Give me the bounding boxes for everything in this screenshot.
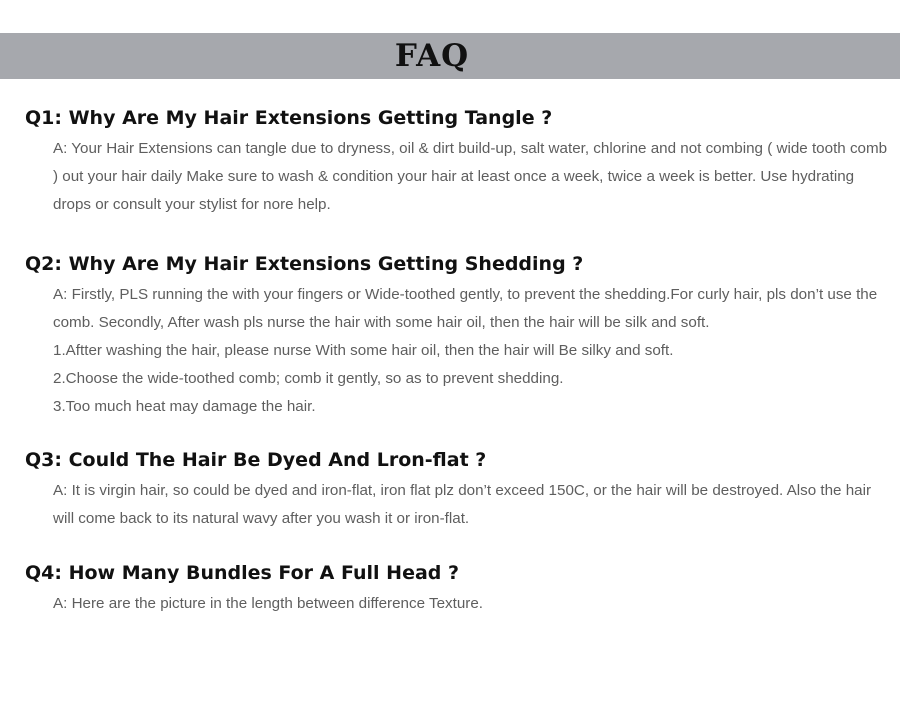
answer-tip-1: 1.Aftter washing the hair, please nurse With some hair oil, then the hair will Be silky and soft. — [53, 341, 674, 359]
faq-question: Q3: Could The Hair Be Dyed And Lron-flat ? — [25, 449, 487, 472]
faq-item-q2 — [25, 250, 893, 420]
faq-question: Q4: How Many Bundles For A Full Head ? — [25, 561, 460, 584]
faq-answer — [53, 281, 893, 420]
answer-paragraph: A: Firstly, PLS running the with your fingers or Wide-toothed gently, to prevent the shedding.For curly hair, pls don’t use the comb. Secondly, After wash pls nurse the hair with some hair oil, then the hair will be silk and soft. — [53, 286, 878, 332]
faq-question: Q1: Why Are My Hair Extensions Getting Tangle ? — [25, 107, 553, 129]
answer-tip-3: 3.Too much heat may damage the hair. — [53, 397, 316, 415]
faq-item-q3 — [25, 446, 893, 533]
faq-item-q1 — [25, 104, 893, 218]
faq-list — [25, 104, 893, 618]
faq-answer — [53, 590, 893, 618]
faq-answer — [53, 477, 893, 533]
faq-answer — [53, 135, 893, 218]
answer-tip-2: 2.Choose the wide-toothed comb; comb it gently, so as to prevent shedding. — [53, 369, 564, 387]
faq-question: Q2: Why Are My Hair Extensions Getting Shedding ? — [25, 253, 584, 276]
page-title: FAQ — [394, 38, 470, 74]
answer-paragraph: A: Here are the picture in the length between difference Texture. — [53, 594, 484, 612]
answer-paragraph: A: Your Hair Extensions can tangle due to dryness, oil & dirt build-up, salt water, chlorine and not combing ( wide tooth comb ) out your hair daily Make sure to wash & condition your hair at least once a week, twice a week is better. Use hydrating drops or consult your stylist for nore help. — [53, 140, 888, 213]
faq-banner — [0, 33, 900, 79]
faq-item-q4 — [25, 559, 893, 618]
answer-paragraph: A: It is virgin hair, so could be dyed and iron-flat, iron flat plz don’t exceed 150C, or the hair will be destroyed. Also the hair will come back to its natural wavy after you wash it or iron-flat. — [53, 482, 872, 528]
